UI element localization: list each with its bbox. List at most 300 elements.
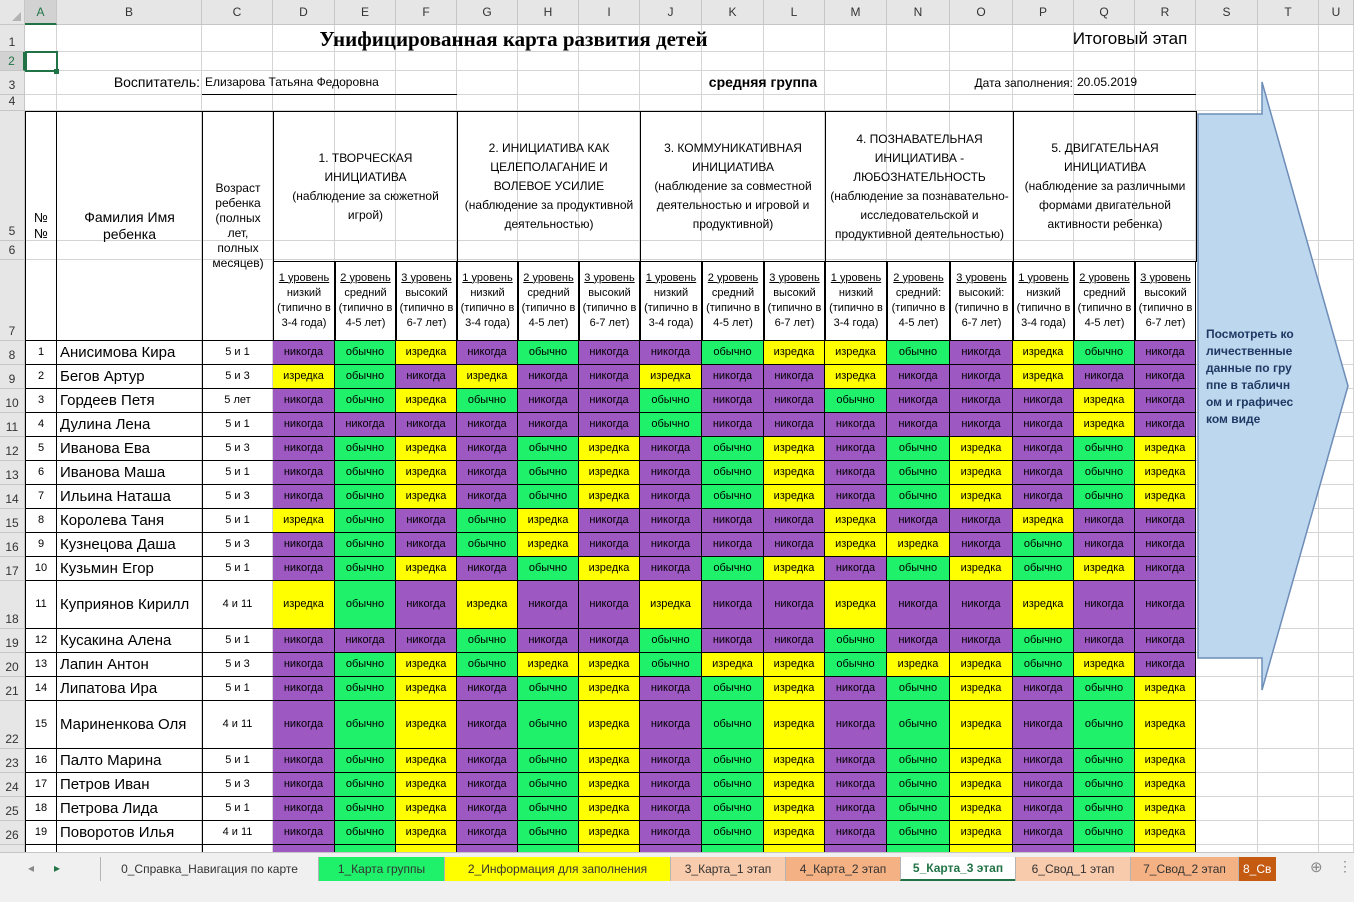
- column-header[interactable]: M: [825, 0, 887, 25]
- child-name[interactable]: Липатова Ира: [56, 677, 203, 701]
- assessment-cell[interactable]: обычно: [887, 749, 950, 773]
- sheet-tab[interactable]: 6_Свод_1 этап: [1015, 857, 1130, 881]
- date-value[interactable]: 20.05.2019: [1074, 71, 1196, 95]
- row-header[interactable]: 1: [0, 25, 25, 52]
- assessment-cell[interactable]: обычно: [1013, 557, 1074, 581]
- assessment-cell[interactable]: никогда: [1135, 557, 1196, 581]
- child-age[interactable]: 5 и 1: [202, 677, 274, 701]
- assessment-cell[interactable]: никогда: [764, 533, 825, 557]
- assessment-cell[interactable]: [1135, 845, 1196, 852]
- column-header[interactable]: A: [25, 0, 57, 25]
- assessment-cell[interactable]: обычно: [457, 653, 518, 677]
- assessment-cell[interactable]: никогда: [1013, 413, 1074, 437]
- child-age[interactable]: 5 и 1: [202, 629, 274, 653]
- column-header[interactable]: C: [202, 0, 273, 25]
- row-header[interactable]: 22: [0, 701, 25, 749]
- assessment-cell[interactable]: обычно: [335, 797, 396, 821]
- assessment-cell[interactable]: никогда: [1135, 629, 1196, 653]
- assessment-cell[interactable]: обычно: [887, 701, 950, 749]
- assessment-cell[interactable]: никогда: [1013, 389, 1074, 413]
- child-age[interactable]: 5 и 1: [202, 341, 274, 365]
- child-age[interactable]: 5 и 3: [202, 773, 274, 797]
- assessment-cell[interactable]: никогда: [825, 797, 887, 821]
- column-header[interactable]: L: [764, 0, 825, 25]
- assessment-cell[interactable]: никогда: [825, 557, 887, 581]
- assessment-cell[interactable]: обычно: [335, 581, 396, 629]
- assessment-cell[interactable]: никогда: [335, 629, 396, 653]
- assessment-cell[interactable]: изредка: [1135, 461, 1196, 485]
- assessment-cell[interactable]: никогда: [335, 413, 396, 437]
- assessment-cell[interactable]: изредка: [640, 365, 702, 389]
- assessment-cell[interactable]: никогда: [396, 413, 457, 437]
- assessment-cell[interactable]: обычно: [887, 677, 950, 701]
- assessment-cell[interactable]: никогда: [273, 485, 335, 509]
- arrow-link-text[interactable]: Посмотреть количественные данные по группе в табличном и графическом виде: [1206, 327, 1294, 426]
- child-age[interactable]: 5 и 1: [202, 509, 274, 533]
- assessment-cell[interactable]: обычно: [518, 557, 579, 581]
- assessment-cell[interactable]: никогда: [702, 413, 764, 437]
- more-options-icon[interactable]: ⋮: [1338, 858, 1352, 874]
- assessment-cell[interactable]: никогда: [1135, 509, 1196, 533]
- assessment-cell[interactable]: [1013, 845, 1074, 852]
- assessment-cell[interactable]: никогда: [702, 581, 764, 629]
- assessment-cell[interactable]: обычно: [335, 773, 396, 797]
- assessment-cell[interactable]: изредка: [1013, 365, 1074, 389]
- assessment-cell[interactable]: никогда: [1135, 581, 1196, 629]
- assessment-cell[interactable]: изредка: [764, 701, 825, 749]
- child-age[interactable]: 4 и 11: [202, 581, 274, 629]
- add-sheet-icon[interactable]: ⊕: [1310, 859, 1323, 876]
- assessment-cell[interactable]: [825, 845, 887, 852]
- assessment-cell[interactable]: никогда: [825, 485, 887, 509]
- assessment-cell[interactable]: обычно: [825, 653, 887, 677]
- assessment-cell[interactable]: изредка: [950, 485, 1013, 509]
- assessment-cell[interactable]: изредка: [764, 749, 825, 773]
- assessment-cell[interactable]: обычно: [518, 341, 579, 365]
- column-header[interactable]: D: [273, 0, 335, 25]
- assessment-cell[interactable]: никогда: [764, 389, 825, 413]
- sheet-tab[interactable]: 5_Карта_3 этап: [900, 857, 1015, 881]
- child-name[interactable]: Куприянов Кирилл: [56, 581, 203, 629]
- assessment-cell[interactable]: никогда: [579, 389, 640, 413]
- assessment-cell[interactable]: никогда: [950, 365, 1013, 389]
- assessment-cell[interactable]: никогда: [1135, 533, 1196, 557]
- assessment-cell[interactable]: никогда: [1013, 677, 1074, 701]
- assessment-cell[interactable]: никогда: [640, 677, 702, 701]
- assessment-cell[interactable]: обычно: [702, 677, 764, 701]
- assessment-cell[interactable]: изредка: [764, 437, 825, 461]
- row-header[interactable]: 12: [0, 437, 25, 461]
- assessment-cell[interactable]: изредка: [950, 797, 1013, 821]
- assessment-cell[interactable]: никогда: [1013, 437, 1074, 461]
- assessment-cell[interactable]: никогда: [640, 341, 702, 365]
- assessment-cell[interactable]: изредка: [1013, 341, 1074, 365]
- row-header[interactable]: 4: [0, 95, 25, 111]
- assessment-cell[interactable]: обычно: [1074, 437, 1135, 461]
- assessment-cell[interactable]: никогда: [579, 341, 640, 365]
- assessment-cell[interactable]: [640, 845, 702, 852]
- teacher-name[interactable]: Елизарова Татьяна Федоровна: [202, 71, 457, 95]
- scroll-left-icon[interactable]: ◂: [28, 861, 35, 875]
- child-name[interactable]: [56, 845, 203, 852]
- child-age[interactable]: 5 и 3: [202, 653, 274, 677]
- column-header[interactable]: S: [1196, 0, 1258, 25]
- assessment-cell[interactable]: обычно: [518, 773, 579, 797]
- assessment-cell[interactable]: никогда: [887, 581, 950, 629]
- assessment-cell[interactable]: обычно: [1074, 749, 1135, 773]
- assessment-cell[interactable]: изредка: [825, 581, 887, 629]
- assessment-cell[interactable]: изредка: [518, 509, 579, 533]
- assessment-cell[interactable]: изредка: [950, 461, 1013, 485]
- assessment-cell[interactable]: никогда: [1135, 653, 1196, 677]
- assessment-cell[interactable]: изредка: [1013, 581, 1074, 629]
- assessment-cell[interactable]: изредка: [518, 533, 579, 557]
- assessment-cell[interactable]: никогда: [764, 581, 825, 629]
- assessment-cell[interactable]: никогда: [579, 581, 640, 629]
- assessment-cell[interactable]: обычно: [518, 677, 579, 701]
- assessment-cell[interactable]: изредка: [950, 821, 1013, 845]
- assessment-cell[interactable]: никогда: [518, 389, 579, 413]
- assessment-cell[interactable]: изредка: [1135, 773, 1196, 797]
- assessment-cell[interactable]: никогда: [1013, 821, 1074, 845]
- assessment-cell[interactable]: изредка: [579, 797, 640, 821]
- row-header[interactable]: 11: [0, 413, 25, 437]
- assessment-cell[interactable]: никогда: [825, 437, 887, 461]
- assessment-cell[interactable]: изредка: [396, 557, 457, 581]
- assessment-cell[interactable]: никогда: [764, 509, 825, 533]
- child-name[interactable]: Анисимова Кира: [56, 341, 203, 365]
- row-header[interactable]: 3: [0, 71, 25, 95]
- row-header[interactable]: 8: [0, 341, 25, 365]
- assessment-cell[interactable]: никогда: [640, 461, 702, 485]
- assessment-cell[interactable]: [764, 845, 825, 852]
- child-name[interactable]: Бегов Артур: [56, 365, 203, 389]
- assessment-cell[interactable]: обычно: [825, 389, 887, 413]
- assessment-cell[interactable]: изредка: [579, 653, 640, 677]
- assessment-cell[interactable]: изредка: [518, 653, 579, 677]
- assessment-cell[interactable]: никогда: [950, 581, 1013, 629]
- assessment-cell[interactable]: изредка: [396, 749, 457, 773]
- assessment-cell[interactable]: никогда: [825, 461, 887, 485]
- assessment-cell[interactable]: никогда: [825, 821, 887, 845]
- assessment-cell[interactable]: никогда: [579, 629, 640, 653]
- assessment-cell[interactable]: обычно: [1013, 629, 1074, 653]
- assessment-cell[interactable]: никогда: [457, 485, 518, 509]
- assessment-cell[interactable]: никогда: [825, 677, 887, 701]
- assessment-cell[interactable]: никогда: [640, 821, 702, 845]
- row-header[interactable]: 20: [0, 653, 25, 677]
- assessment-cell[interactable]: никогда: [764, 365, 825, 389]
- column-header[interactable]: Q: [1074, 0, 1135, 25]
- assessment-cell[interactable]: никогда: [1135, 341, 1196, 365]
- assessment-cell[interactable]: никогда: [1074, 581, 1135, 629]
- assessment-cell[interactable]: изредка: [950, 701, 1013, 749]
- assessment-cell[interactable]: изредка: [825, 365, 887, 389]
- sheet-tab[interactable]: 7_Свод_2 этап: [1130, 857, 1238, 881]
- child-age[interactable]: 5 и 1: [202, 797, 274, 821]
- assessment-cell[interactable]: никогда: [1013, 701, 1074, 749]
- row-header[interactable]: 26: [0, 821, 25, 845]
- assessment-cell[interactable]: обычно: [702, 773, 764, 797]
- assessment-cell[interactable]: обычно: [640, 413, 702, 437]
- assessment-cell[interactable]: изредка: [579, 701, 640, 749]
- assessment-cell[interactable]: никогда: [273, 677, 335, 701]
- assessment-cell[interactable]: изредка: [396, 389, 457, 413]
- assessment-cell[interactable]: никогда: [640, 797, 702, 821]
- assessment-cell[interactable]: изредка: [579, 485, 640, 509]
- assessment-cell[interactable]: никогда: [887, 509, 950, 533]
- row-header[interactable]: 25: [0, 797, 25, 821]
- assessment-cell[interactable]: [273, 845, 335, 852]
- column-header[interactable]: G: [457, 0, 518, 25]
- child-age[interactable]: 5 лет: [202, 389, 274, 413]
- select-all-corner[interactable]: [0, 0, 25, 25]
- assessment-cell[interactable]: обычно: [887, 773, 950, 797]
- assessment-cell[interactable]: изредка: [764, 557, 825, 581]
- child-name[interactable]: Кузьмин Егор: [56, 557, 203, 581]
- child-age[interactable]: 5 и 1: [202, 557, 274, 581]
- column-header[interactable]: U: [1319, 0, 1354, 25]
- assessment-cell[interactable]: [457, 845, 518, 852]
- assessment-cell[interactable]: никогда: [273, 821, 335, 845]
- assessment-cell[interactable]: никогда: [273, 749, 335, 773]
- assessment-cell[interactable]: обычно: [640, 653, 702, 677]
- assessment-cell[interactable]: изредка: [764, 677, 825, 701]
- assessment-cell[interactable]: обычно: [702, 701, 764, 749]
- assessment-cell[interactable]: никогда: [273, 437, 335, 461]
- assessment-cell[interactable]: [579, 845, 640, 852]
- child-age[interactable]: 5 и 3: [202, 485, 274, 509]
- column-header[interactable]: B: [57, 0, 202, 25]
- column-header[interactable]: T: [1258, 0, 1319, 25]
- assessment-cell[interactable]: изредка: [887, 653, 950, 677]
- assessment-cell[interactable]: изредка: [396, 461, 457, 485]
- sheet-tab[interactable]: 4_Карта_2 этап: [785, 857, 900, 881]
- assessment-cell[interactable]: [950, 845, 1013, 852]
- assessment-cell[interactable]: никогда: [579, 509, 640, 533]
- assessment-cell[interactable]: изредка: [764, 821, 825, 845]
- assessment-cell[interactable]: никогда: [702, 365, 764, 389]
- assessment-cell[interactable]: никогда: [887, 389, 950, 413]
- assessment-cell[interactable]: обычно: [1074, 821, 1135, 845]
- assessment-cell[interactable]: обычно: [1074, 461, 1135, 485]
- assessment-cell[interactable]: изредка: [273, 365, 335, 389]
- assessment-cell[interactable]: обычно: [335, 509, 396, 533]
- assessment-cell[interactable]: изредка: [950, 437, 1013, 461]
- assessment-cell[interactable]: обычно: [887, 557, 950, 581]
- assessment-cell[interactable]: изредка: [579, 461, 640, 485]
- assessment-cell[interactable]: никогда: [457, 461, 518, 485]
- assessment-cell[interactable]: изредка: [764, 653, 825, 677]
- assessment-cell[interactable]: никогда: [273, 653, 335, 677]
- assessment-cell[interactable]: никогда: [457, 437, 518, 461]
- assessment-cell[interactable]: обычно: [335, 677, 396, 701]
- child-age[interactable]: [202, 845, 274, 852]
- assessment-cell[interactable]: изредка: [1135, 677, 1196, 701]
- assessment-cell[interactable]: обычно: [457, 509, 518, 533]
- assessment-cell[interactable]: обычно: [335, 557, 396, 581]
- row-header[interactable]: 24: [0, 773, 25, 797]
- assessment-cell[interactable]: никогда: [825, 701, 887, 749]
- child-age[interactable]: 5 и 3: [202, 365, 274, 389]
- assessment-cell[interactable]: изредка: [825, 533, 887, 557]
- assessment-cell[interactable]: изредка: [1074, 653, 1135, 677]
- assessment-cell[interactable]: никогда: [1013, 773, 1074, 797]
- sheet-tab[interactable]: 2_Информация для заполнения: [444, 857, 670, 881]
- assessment-cell[interactable]: никогда: [950, 533, 1013, 557]
- assessment-cell[interactable]: никогда: [396, 629, 457, 653]
- assessment-cell[interactable]: обычно: [887, 341, 950, 365]
- assessment-cell[interactable]: никогда: [702, 509, 764, 533]
- assessment-cell[interactable]: обычно: [335, 821, 396, 845]
- assessment-cell[interactable]: изредка: [1013, 509, 1074, 533]
- assessment-cell[interactable]: никогда: [950, 629, 1013, 653]
- assessment-cell[interactable]: никогда: [396, 581, 457, 629]
- assessment-cell[interactable]: обычно: [518, 701, 579, 749]
- assessment-cell[interactable]: обычно: [1074, 773, 1135, 797]
- assessment-cell[interactable]: изредка: [825, 509, 887, 533]
- assessment-cell[interactable]: обычно: [335, 437, 396, 461]
- sheet-tab[interactable]: 8_Св: [1238, 857, 1276, 881]
- assessment-cell[interactable]: обычно: [702, 821, 764, 845]
- child-name[interactable]: Ильина Наташа: [56, 485, 203, 509]
- assessment-cell[interactable]: никогда: [273, 629, 335, 653]
- assessment-cell[interactable]: никогда: [825, 413, 887, 437]
- assessment-cell[interactable]: изредка: [1074, 389, 1135, 413]
- assessment-cell[interactable]: обычно: [1074, 677, 1135, 701]
- assessment-cell[interactable]: никогда: [1135, 389, 1196, 413]
- assessment-cell[interactable]: никогда: [457, 413, 518, 437]
- assessment-cell[interactable]: никогда: [396, 509, 457, 533]
- assessment-cell[interactable]: обычно: [825, 629, 887, 653]
- assessment-cell[interactable]: никогда: [1074, 629, 1135, 653]
- assessment-cell[interactable]: обычно: [640, 389, 702, 413]
- assessment-cell[interactable]: изредка: [396, 797, 457, 821]
- assessment-cell[interactable]: никогда: [518, 581, 579, 629]
- assessment-cell[interactable]: изредка: [579, 557, 640, 581]
- assessment-cell[interactable]: изредка: [579, 437, 640, 461]
- assessment-cell[interactable]: изредка: [396, 341, 457, 365]
- assessment-cell[interactable]: изредка: [764, 341, 825, 365]
- assessment-cell[interactable]: никогда: [640, 533, 702, 557]
- assessment-cell[interactable]: обычно: [457, 533, 518, 557]
- assessment-cell[interactable]: никогда: [702, 533, 764, 557]
- column-header[interactable]: H: [518, 0, 579, 25]
- assessment-cell[interactable]: обычно: [335, 701, 396, 749]
- column-header[interactable]: P: [1013, 0, 1074, 25]
- assessment-cell[interactable]: обычно: [335, 389, 396, 413]
- assessment-cell[interactable]: изредка: [1135, 749, 1196, 773]
- assessment-cell[interactable]: никогда: [457, 701, 518, 749]
- assessment-cell[interactable]: обычно: [335, 341, 396, 365]
- assessment-cell[interactable]: никогда: [1074, 509, 1135, 533]
- row-header[interactable]: 2: [0, 52, 25, 71]
- assessment-cell[interactable]: никогда: [457, 749, 518, 773]
- assessment-cell[interactable]: обычно: [1074, 797, 1135, 821]
- assessment-cell[interactable]: обычно: [702, 749, 764, 773]
- assessment-cell[interactable]: никогда: [518, 365, 579, 389]
- assessment-cell[interactable]: никогда: [457, 557, 518, 581]
- assessment-cell[interactable]: изредка: [1135, 821, 1196, 845]
- assessment-cell[interactable]: никогда: [457, 341, 518, 365]
- child-name[interactable]: Дулина Лена: [56, 413, 203, 437]
- row-header[interactable]: 5: [0, 111, 25, 241]
- assessment-cell[interactable]: изредка: [396, 821, 457, 845]
- assessment-cell[interactable]: изредка: [764, 773, 825, 797]
- assessment-cell[interactable]: обычно: [1074, 485, 1135, 509]
- assessment-cell[interactable]: изредка: [764, 485, 825, 509]
- assessment-cell[interactable]: обычно: [702, 557, 764, 581]
- assessment-cell[interactable]: изредка: [950, 557, 1013, 581]
- row-header[interactable]: 23: [0, 749, 25, 773]
- assessment-cell[interactable]: никогда: [950, 509, 1013, 533]
- assessment-cell[interactable]: изредка: [1135, 797, 1196, 821]
- assessment-cell[interactable]: изредка: [825, 341, 887, 365]
- assessment-cell[interactable]: обычно: [335, 485, 396, 509]
- child-name[interactable]: Иванова Маша: [56, 461, 203, 485]
- assessment-cell[interactable]: никогда: [457, 797, 518, 821]
- assessment-cell[interactable]: никогда: [950, 341, 1013, 365]
- assessment-cell[interactable]: обычно: [1013, 533, 1074, 557]
- assessment-cell[interactable]: изредка: [396, 773, 457, 797]
- child-age[interactable]: 5 и 3: [202, 533, 274, 557]
- assessment-cell[interactable]: никогда: [396, 533, 457, 557]
- assessment-cell[interactable]: никогда: [825, 773, 887, 797]
- assessment-cell[interactable]: обычно: [1074, 341, 1135, 365]
- assessment-cell[interactable]: никогда: [640, 701, 702, 749]
- assessment-cell[interactable]: обычно: [887, 821, 950, 845]
- assessment-cell[interactable]: [702, 845, 764, 852]
- assessment-cell[interactable]: [518, 845, 579, 852]
- assessment-cell[interactable]: никогда: [764, 629, 825, 653]
- row-header[interactable]: 14: [0, 485, 25, 509]
- column-header[interactable]: I: [579, 0, 640, 25]
- column-header[interactable]: K: [702, 0, 764, 25]
- assessment-cell[interactable]: изредка: [764, 461, 825, 485]
- assessment-cell[interactable]: никогда: [887, 413, 950, 437]
- assessment-cell[interactable]: изредка: [579, 773, 640, 797]
- child-name[interactable]: Петрова Лида: [56, 797, 203, 821]
- assessment-cell[interactable]: изредка: [396, 701, 457, 749]
- child-name[interactable]: Кузнецова Даша: [56, 533, 203, 557]
- assessment-cell[interactable]: никогда: [273, 557, 335, 581]
- row-header[interactable]: 7: [0, 260, 25, 341]
- assessment-cell[interactable]: обычно: [887, 437, 950, 461]
- assessment-cell[interactable]: никогда: [640, 437, 702, 461]
- child-age[interactable]: 4 и 11: [202, 701, 274, 749]
- assessment-cell[interactable]: обычно: [887, 797, 950, 821]
- row-header[interactable]: 6: [0, 241, 25, 260]
- assessment-cell[interactable]: никогда: [1013, 749, 1074, 773]
- assessment-cell[interactable]: обычно: [457, 629, 518, 653]
- row-header[interactable]: 21: [0, 677, 25, 701]
- assessment-cell[interactable]: изредка: [396, 485, 457, 509]
- column-header[interactable]: O: [950, 0, 1013, 25]
- assessment-cell[interactable]: изредка: [457, 581, 518, 629]
- assessment-cell[interactable]: изредка: [640, 581, 702, 629]
- row-header[interactable]: 16: [0, 533, 25, 557]
- sheet-tab[interactable]: 1_Карта группы: [318, 857, 444, 881]
- assessment-cell[interactable]: изредка: [950, 749, 1013, 773]
- assessment-cell[interactable]: никогда: [640, 749, 702, 773]
- assessment-cell[interactable]: изредка: [396, 653, 457, 677]
- assessment-cell[interactable]: никогда: [1135, 365, 1196, 389]
- row-header[interactable]: 15: [0, 509, 25, 533]
- assessment-cell[interactable]: никогда: [702, 629, 764, 653]
- column-header[interactable]: R: [1135, 0, 1196, 25]
- assessment-cell[interactable]: никогда: [518, 413, 579, 437]
- assessment-cell[interactable]: никогда: [1074, 365, 1135, 389]
